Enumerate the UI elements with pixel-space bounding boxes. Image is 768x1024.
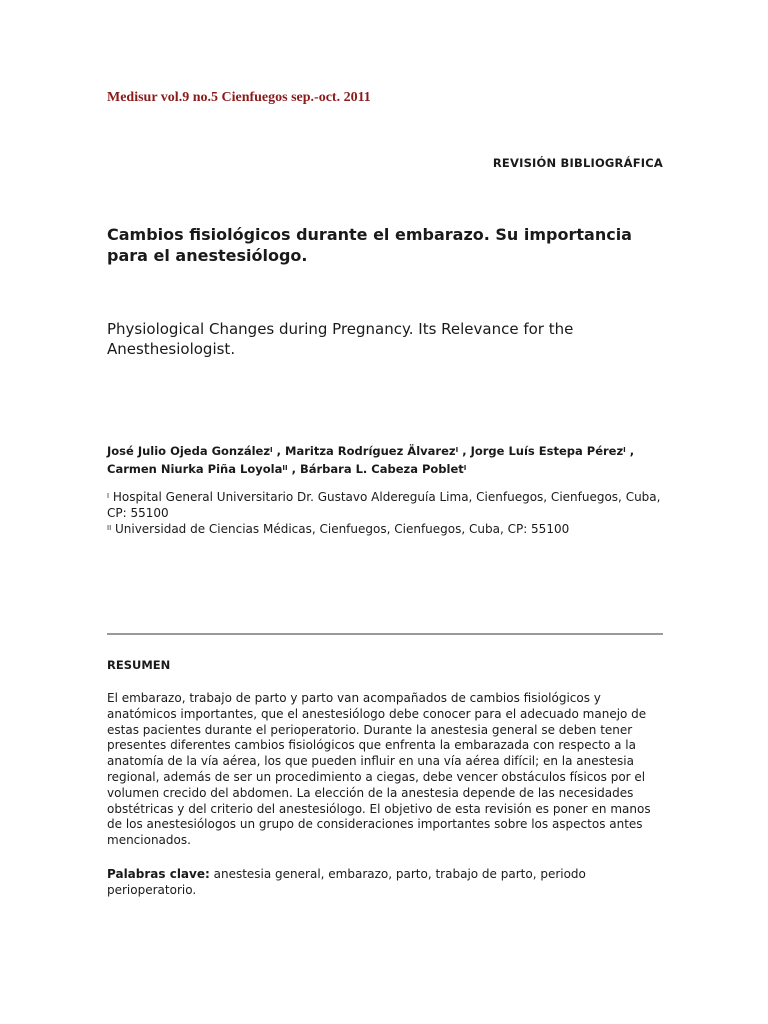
section-type: REVISIÓN BIBLIOGRÁFICA (492, 156, 663, 170)
affiliation-item (107, 521, 663, 537)
article-title-english: Physiological Changes during Pregnancy. Its Relevance for the Anesthesiologist. (107, 320, 574, 358)
author-name: Carmen Niurka Piña Loyola (107, 462, 283, 476)
horizontal-divider (107, 633, 663, 635)
abstract-heading: RESUMEN (107, 658, 171, 672)
author-separator: , (287, 462, 300, 476)
author-name: Maritza Rodríguez Älvarez (285, 444, 456, 458)
abstract-text: El embarazo, trabajo de parto y parto van acompañados de cambios fisiológicos y anatómicos importantes, que el anestesiólogo debe conocer para el adecuado manejo de estas pacientes durante el perioperatorio. Durante la anestesia general se deben tener presentes diferentes cambios fisiológicos que enfrenta la embarazada con respecto a la anatomía de la vía aérea, los que pueden influir en una vía aérea difícil; en la anestesia regional, además de ser un procedimiento a ciegas, debe vencer obstáculos físicos por el volumen crecido del abdomen. La elección de la anestesia depende de las necesidades obstétricas y del criterio del anestesiólogo. El objetivo de esta revisión es poner en manos de los anestesiólogos un grupo de consideraciones importantes sobre los aspectos antes mencionados. (107, 691, 651, 848)
author-affiliation-mark: I (463, 464, 467, 472)
author-separator: , (458, 444, 471, 458)
author-list (107, 442, 663, 478)
author-name: Jorge Luís Estepa Pérez (470, 444, 624, 458)
article-title-spanish: Cambios fisiológicos durante el embarazo. Su importancia para el anestesiólogo. (107, 225, 632, 265)
affiliation-list (107, 489, 663, 537)
keywords (107, 866, 663, 898)
author-affiliation-mark: I (270, 446, 273, 454)
author-affiliation-mark: I (455, 446, 459, 454)
author-separator: , (272, 444, 286, 458)
author-affiliation-mark: I (623, 446, 626, 454)
affiliation-mark: II (107, 524, 112, 532)
affiliation-text: Universidad de Ciencias Médicas, Cienfuegos, Cienfuegos, Cuba, CP: 55100 (114, 522, 570, 536)
journal-citation[interactable]: Medisur vol.9 no.5 Cienfuegos sep.-oct. 2011 (107, 90, 371, 105)
keywords-label: Palabras clave: (107, 867, 210, 881)
author-name: José Julio Ojeda González (107, 444, 271, 458)
affiliation-mark: I (107, 492, 110, 500)
affiliation-text: Hospital General Universitario Dr. Gustavo Aldereguía Lima, Cienfuegos, Cienfuegos, Cuba, CP: 55100 (107, 490, 661, 520)
keywords-text: anestesia general, embarazo, parto, trabajo de parto, periodo perioperatorio. (107, 867, 586, 897)
author-affiliation-mark: II (282, 464, 288, 472)
author-name: Bárbara L. Cabeza Poblet (299, 462, 464, 476)
author-separator: , (625, 444, 635, 458)
affiliation-item (107, 489, 663, 521)
